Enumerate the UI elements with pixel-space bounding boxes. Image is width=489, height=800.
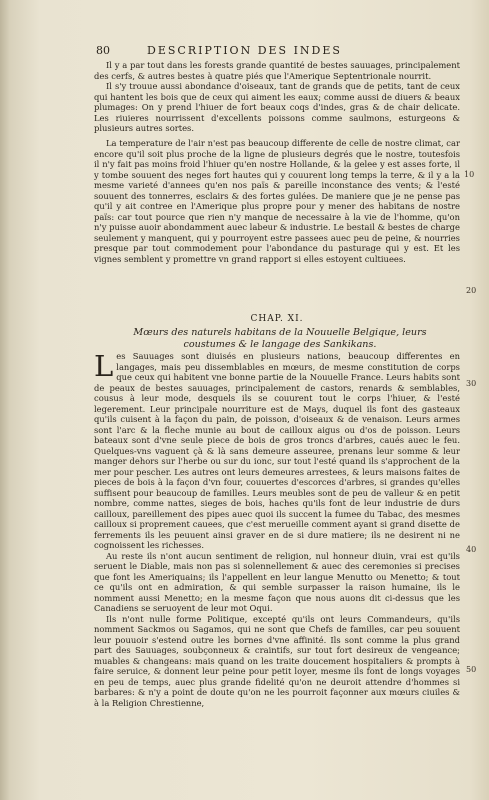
drop-cap: L [94,349,114,383]
margin-line-number-40: 40 [466,545,477,554]
text-block-wildlife [94,60,460,134]
paragraph-sauuages: es Sauuages sont diuisés en plusieurs nations, beaucoup differentes en langages, mais peu dissemblables en mœurs, de mesme constitution de corps que ceux qui habitent vne bonne partie de la Nouuelle France. Leurs habits sont de peaux de bestes sauuages, principalement de castors, renards & semblables, cousus à leur mode, desquels ils se couurent tout le corps l'hiuer, & l'esté legerement. Leur principale nourriture est de Mays, duquel ils font des gasteaux qu'ils cuisent à la façon du pain, de poisson, d'oiseaux & de venaison. Leurs armes sont l'arc & la fleche munie au bout de cailloux aigus ou d'os de poisson. Leurs bateaux sont d'vne seule piece de bois de gros troncs d'arbres, caués auec le feu. Quelques-vns vaguent çà & là sans demeure asseuree, prenans leur somme & leur manger dehors sur l'herbe ou sur du ionc, sur tout l'esté quand ils s'approchent de la mer pour pescher. Les autres ont leurs demeures arrestees, & leurs maisons faites de pieces de bois à la façon d'vn four, couuertes d'escorces d'arbres, si grandes qu'elles suffisent pour beaucoup de familles. Leurs meubles sont de peu de valleur & en petit nombre, comme nattes, sieges de bois, haches qu'ils font de leur industrie de durs cailloux, pareillement des pipes auec quoi ils succent la fumee du Tabac, des mesmes cailloux si proprement cauees, que c'est merueille comment ayant si grand disette de ferrements ils les peuuent ainsi graver en de si dure matiere; ils ne desirent ni ne cognoissent les richesses. [94,351,460,550]
margin-line-number-30: 30 [466,379,477,388]
chapter-heading: CHAP. XI. [250,314,304,324]
paragraph-oiseaux: Il s'y trouue aussi abondance d'oiseaux, tant de grands que de petits, tant de ceux qui hantent les bois que de ceux qui aiment les eaux; comme aussi de diuers & beaux plumages: On y prend l'hiuer de fort beaux coqs d'indes, gras & de chair delicate. Les riuieres nourrissent d'excellents poissons comme saulmons, esturgeons & plusieurs autres sortes. [94,81,460,133]
page-header [0,44,489,58]
paragraph-religion: Au reste ils n'ont aucun sentiment de religion, nul honneur diuin, vrai est qu'ils seruent le Diable, mais non pas si solennellement & auec des ceremonies si precises que font les Ameriquains; ils l'appellent en leur langue Menutto ou Menetto; & tout ce qu'ils ont en admiration, & qui semble surpasser la raison humaine, ils le nomment aussi Menetto; en la mesme façon que nous auons dit ci-dessus que les Canadiens se seruoyent de leur mot Oqui. [94,550,460,613]
running-head: DESCRIPTION DES INDES [147,44,342,57]
margin-line-number-50: 50 [466,665,477,674]
paragraph-sauuages-container [94,351,460,551]
paragraph-bestes: Il y a par tout dans les forests grande quantité de bestes sauuages, principalement des cerfs, & autres bestes à quatre piés que l'Amerique Septentrionale nourrit. [94,60,460,81]
text-block-climate [94,138,460,264]
margin-line-number-10: 10 [464,170,475,179]
chapter-title: Mœurs des naturels habitans de la Nouuelle Belgique, leurs coustumes & le langage des Sankikans. [133,327,427,350]
text-block-chapter [94,351,460,708]
margin-line-number-20: 20 [466,286,477,295]
paragraph-politique: Ils n'ont nulle forme Politique, excepté qu'ils ont leurs Commandeurs, qu'ils nomment Sackmos ou Sagamos, qui ne sont que Chefs de familles, car peu souuent leur pouuoir s'estend outre les bornes d'vne affinité. Ils sont comme la plus grand part des Sauuages, soubçonneux & craintifs, sur tout fort desireux de vengeance; muables & changeans: mais quand on les traite doucement hospitaliers & prompts à faire seruice, & donnent leur peine pour petit loyer, mesme ils font de longs voyages en peu de temps, auec plus grande fidelité qu'on ne deuroit attendre d'hommes si barbares: & n'y a point de doute qu'on ne les pourroit façonner aux mœurs ciuiles & à la Religion Chrestienne, [94,613,460,708]
page-number: 80 [96,44,110,57]
paragraph-climate: La temperature de l'air n'est pas beaucoup differente de celle de nostre climat, car encore qu'il soit plus proche de la ligne de plusieurs degrés que le nostre, toutesfois il n'y fait pas moins froid l'hiuer qu'en nostre Hollande, & la gelee y est asses forte, il y tombe souuent des neges fort hautes qui y couurent long temps la terre, & il y a la mesme varieté d'annees qu'en nos païs & pareille inconstance des vents; & l'esté souuent des tonnerres, esclairs & des fortes gulées. De maniere que je ne pense pas qu'il y ait contree en l'Amerique plus propre pour y mener des habitans de nostre païs: car tout pource que rien n'y manque de necessaire à la vie de l'homme, qu'on n'y puisse auoir abondamment auec labeur & industrie. Le bestail & bestes de charge seulement y manquent, qui y pourroyent estre passees auec peu de peine, & nourries presque par tout commodement pour l'abondance du pasturage qui y est. Et les vignes semblent y promettre vn grand rapport si elles estoyent cultiuees. [94,138,460,264]
